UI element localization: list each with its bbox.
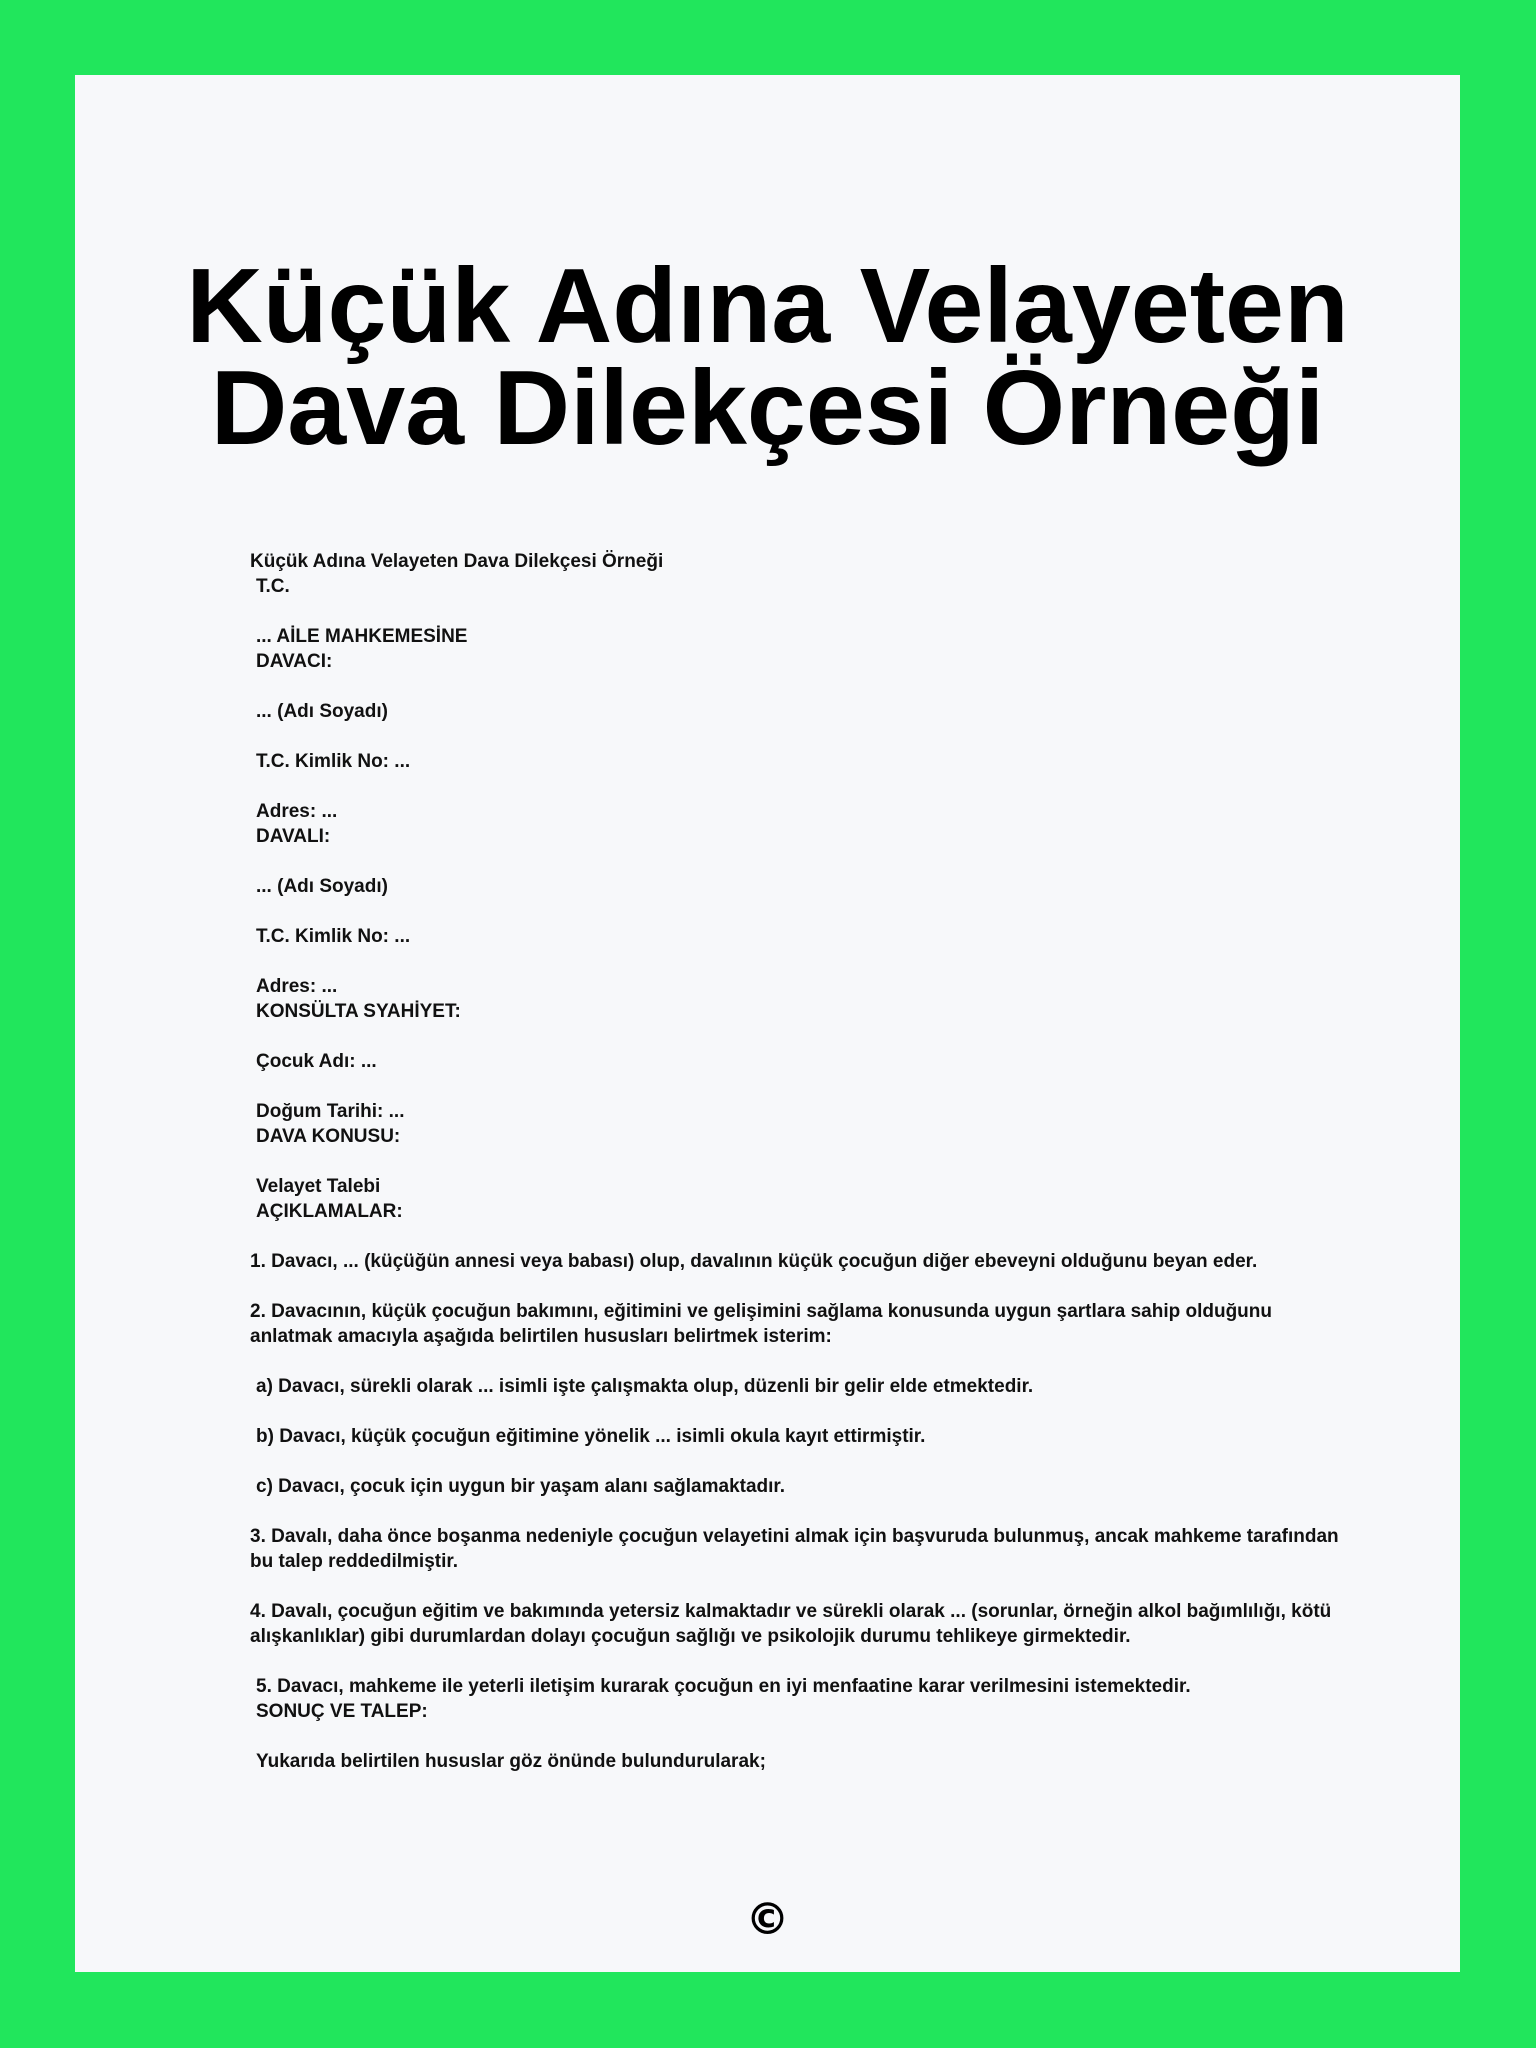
spacer — [250, 899, 1350, 924]
explanation-item-2c: c) Davacı, çocuk için uygun bir yaşam alanı sağlamaktadır. — [256, 1476, 786, 1497]
page-title: Küçük Adına Velayeten Dava Dilekçesi Örneği — [186, 247, 1349, 467]
spacer — [250, 1024, 1350, 1049]
spacer — [250, 1724, 1350, 1749]
explanation-item-3: 3. Davalı, daha önce boşanma nedeniyle çocuğun velayetini almak için başvuruda bulunmuş, ancak mahkeme tarafından bu talep reddedilmiştir. — [250, 1526, 1344, 1572]
plaintiff-name: ... (Adı Soyadı) — [256, 701, 388, 722]
plaintiff-id: T.C. Kimlik No: ... — [256, 751, 411, 772]
spacer — [250, 1649, 1350, 1674]
defendant-name: ... (Adı Soyadı) — [256, 876, 388, 897]
explanation-item-2a: a) Davacı, sürekli olarak ... isimli işte çalışmakta olup, düzenli bir gelir elde etmektedir. — [256, 1376, 1034, 1397]
spacer — [250, 674, 1350, 699]
spacer — [250, 1574, 1350, 1599]
subject-label: DAVA KONUSU: — [256, 1126, 401, 1147]
explanation-item-5: 5. Davacı, mahkeme ile yeterli iletişim kurarak çocuğun en iyi menfaatine karar verilmesini istemektedir. — [256, 1676, 1191, 1697]
defendant-address: Adres: ... — [256, 976, 338, 997]
spacer — [250, 1224, 1350, 1249]
result-label: SONUÇ VE TALEP: — [256, 1701, 428, 1722]
child-name: Çocuk Adı: ... — [256, 1051, 377, 1072]
tc-label: T.C. — [256, 576, 290, 597]
defendant-label: DAVALI: — [256, 826, 331, 847]
plaintiff-label: DAVACI: — [256, 651, 333, 672]
spacer — [250, 1074, 1350, 1099]
spacer — [250, 1449, 1350, 1474]
spacer — [250, 1149, 1350, 1174]
defendant-id: T.C. Kimlik No: ... — [256, 926, 411, 947]
spacer — [250, 1499, 1350, 1524]
consult-label: KONSÜLTA SYAHİYET: — [256, 1001, 461, 1022]
explanation-item-1: 1. Davacı, ... (küçüğün annesi veya babası) olup, davalının küçük çocuğun diğer ebeveyni olduğunu beyan eder. — [250, 1251, 1258, 1272]
explanation-item-2: 2. Davacının, küçük çocuğun bakımını, eğitimini ve gelişimini sağlama konusunda uygun şartlara sahip olduğunu anlatmak amacıyla aşağıda belirtilen hususları belirtmek isterim: — [250, 1301, 1278, 1347]
spacer — [250, 1399, 1350, 1424]
subject-text: Velayet Talebi — [256, 1176, 381, 1197]
plaintiff-address: Adres: ... — [256, 801, 338, 822]
spacer — [250, 849, 1350, 874]
copyright-symbol: © — [745, 1894, 790, 1945]
spacer — [250, 774, 1350, 799]
birth-date: Doğum Tarihi: ... — [256, 1101, 405, 1122]
spacer — [250, 949, 1350, 974]
petition-heading: Küçük Adına Velayeten Dava Dilekçesi Örneği — [250, 551, 664, 572]
spacer — [250, 599, 1350, 624]
spacer — [250, 1349, 1350, 1374]
document-page — [75, 75, 1460, 1972]
spacer — [250, 724, 1350, 749]
petition-body — [250, 549, 1350, 1774]
spacer — [250, 1274, 1350, 1299]
result-text: Yukarıda belirtilen hususlar göz önünde bulundurularak; — [256, 1751, 766, 1772]
explanation-item-2b: b) Davacı, küçük çocuğun eğitimine yönelik ... isimli okula kayıt ettirmiştir. — [256, 1426, 926, 1447]
explanations-label: AÇIKLAMALAR: — [256, 1201, 403, 1222]
explanation-item-4: 4. Davalı, çocuğun eğitim ve bakımında yetersiz kalmaktadır ve sürekli olarak ... (sorunlar, örneğin alkol bağımlılığı, kötü alışkanlıklar) gibi durumlardan dolayı çocuğun sağlığı ve psikolojik durumu tehlikeye girmektedir. — [250, 1601, 1337, 1647]
court-name: ... AİLE MAHKEMESİNE — [256, 626, 468, 647]
